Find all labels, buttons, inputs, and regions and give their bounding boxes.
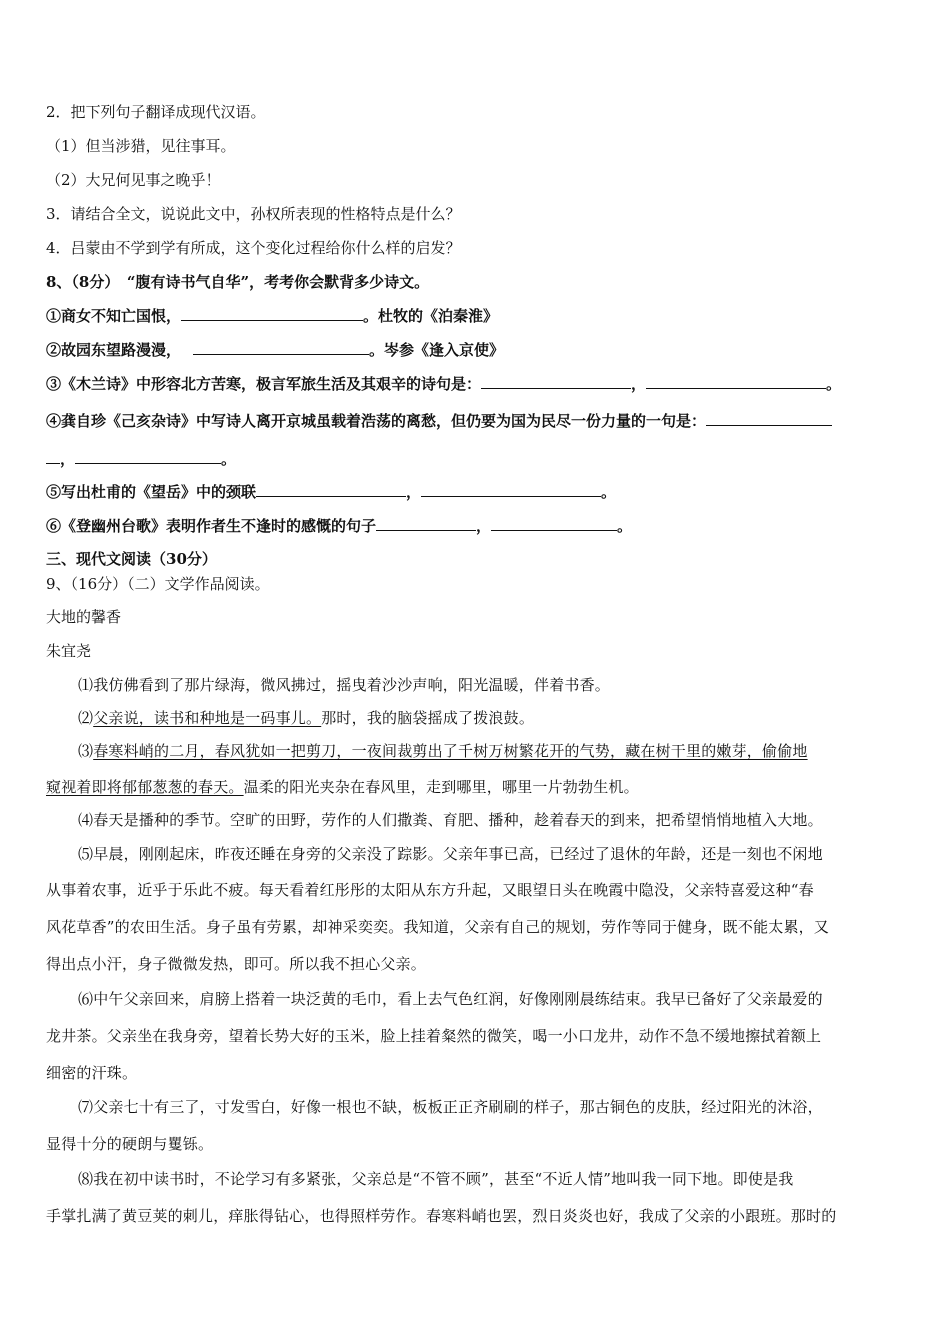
article-title: 大地的馨香 [46, 608, 122, 626]
answer-blank[interactable] [46, 449, 60, 464]
paragraph-5-line-2: 从事着农事，近乎于乐此不疲。每天看着红彤彤的太阳从东方升起，又眼望日头在晚霞中隐没，父亲特喜爱这种“春 [46, 881, 814, 899]
q8-item-2: ②故园东望路漫漫， 。岑参《逢入京使》 [46, 341, 505, 359]
article-author: 朱宜尧 [46, 642, 92, 660]
q8-item-4-cont: ， 。 [46, 448, 236, 469]
paragraph-6-line-2: 龙井茶。父亲坐在我身旁，望着长势大好的玉米，脸上挂着粲然的微笑，喝一小口龙井，动作不急不缓地擦拭着额上 [46, 1027, 822, 1045]
q8-item-3: ③《木兰诗》中形容北方苦寒，极言军旅生活及其艰辛的诗句是： ， 。 [46, 375, 842, 393]
answer-blank[interactable] [376, 516, 476, 531]
answer-blank[interactable] [75, 449, 221, 464]
q8-heading: 8、（8分） “腹有诗书气自华”，考考你会默背多少诗文。 [46, 273, 430, 291]
answer-blank[interactable] [481, 374, 631, 389]
paragraph-4: ⑷春天是播种的季节。空旷的田野，劳作的人们撒粪、育肥、播种，趁着春天的到来，把希望悄悄地植入大地。 [78, 811, 823, 829]
answer-blank[interactable] [193, 340, 369, 355]
q8-item-4: ④龚自珍《己亥杂诗》中写诗人离开京城虽载着浩荡的离愁，但仍要为国为民尽一份力量的一句是： [46, 410, 832, 431]
paragraph-2: ⑵父亲说，读书和种地是一码事儿。那时，我的脑袋摇成了拨浪鼓。 [78, 709, 535, 727]
q8-item-5: ⑤写出杜甫的《望岳》中的颈联 ， 。 [46, 483, 617, 501]
q9-heading: 9、（16分）（二）文学作品阅读。 [46, 575, 270, 593]
paragraph-6: ⑹中午父亲回来，肩膀上搭着一块泛黄的毛巾，看上去气色红润，好像刚刚晨练结束。我早已备好了父亲最爱的 [78, 990, 823, 1008]
answer-blank[interactable] [706, 411, 832, 426]
paragraph-8: ⑻我在初中读书时，不论学习有多紧张，父亲总是“不管不顾”，甚至“不近人情”地叫我一同下地。即使是我 [78, 1170, 794, 1188]
answer-blank[interactable] [181, 306, 363, 321]
q7-translate-2: （2）大兄何见事之晚乎！ [46, 171, 221, 189]
paragraph-5-line-4: 得出点小汗，身子微微发热，即可。所以我不担心父亲。 [46, 955, 427, 973]
paragraph-5: ⑸早晨，刚刚起床，昨夜还睡在身旁的父亲没了踪影。父亲年事已高，已经过了退休的年龄，还是一刻也不闲地 [78, 845, 823, 863]
answer-blank[interactable] [256, 482, 406, 497]
q7-translate-1: （1）但当涉猎，见往事耳。 [46, 137, 236, 155]
paragraph-3-cont: 窥视着即将郁郁葱葱的春天。温柔的阳光夹杂在春风里，走到哪里，哪里一片勃勃生机。 [46, 778, 639, 796]
paragraph-5-line-3: 风花草香”的农田生活。身子虽有劳累，却神采奕奕。我知道，父亲有自己的规划，劳作等同于健身，既不能太累，又 [46, 918, 830, 936]
q8-item-6: ⑥《登幽州台歌》表明作者生不逢时的感慨的句子 ， 。 [46, 517, 633, 535]
paragraph-7: ⑺父亲七十有三了，寸发雪白，好像一根也不缺，板板正正齐刷刷的样子，那古铜色的皮肤，经过阳光的沐浴， [78, 1098, 823, 1116]
answer-blank[interactable] [646, 374, 826, 389]
answer-blank[interactable] [421, 482, 601, 497]
q7-sub2: 2．把下列句子翻译成现代汉语。 [46, 103, 266, 121]
paragraph-8-line-2: 手掌扎满了黄豆荚的刺儿，痒胀得钻心，也得照样劳作。春寒料峭也罢，烈日炎炎也好，我成了父亲的小跟班。那时的 [46, 1207, 837, 1225]
paragraph-3: ⑶春寒料峭的二月，春风犹如一把剪刀，一夜间裁剪出了千树万树繁花开的气势，藏在树干里的嫩芽，偷偷地 [78, 742, 808, 760]
answer-blank[interactable] [491, 516, 617, 531]
paragraph-1: ⑴我仿佛看到了那片绿海，微风拂过，摇曳着沙沙声响，阳光温暖，伴着书香。 [78, 676, 611, 694]
q7-sub3: 3．请结合全文，说说此文中，孙权所表现的性格特点是什么？ [46, 205, 461, 223]
paragraph-6-line-3: 细密的汗珠。 [46, 1064, 138, 1082]
q8-item-1: ①商女不知亡国恨， 。杜牧的《泊秦淮》 [46, 307, 499, 325]
paragraph-7-line-2: 显得十分的硬朗与矍铄。 [46, 1135, 214, 1153]
section-title: 三、现代文阅读（30分） [46, 550, 217, 568]
q7-sub4: 4．吕蒙由不学到学有所成，这个变化过程给你什么样的启发？ [46, 239, 461, 257]
